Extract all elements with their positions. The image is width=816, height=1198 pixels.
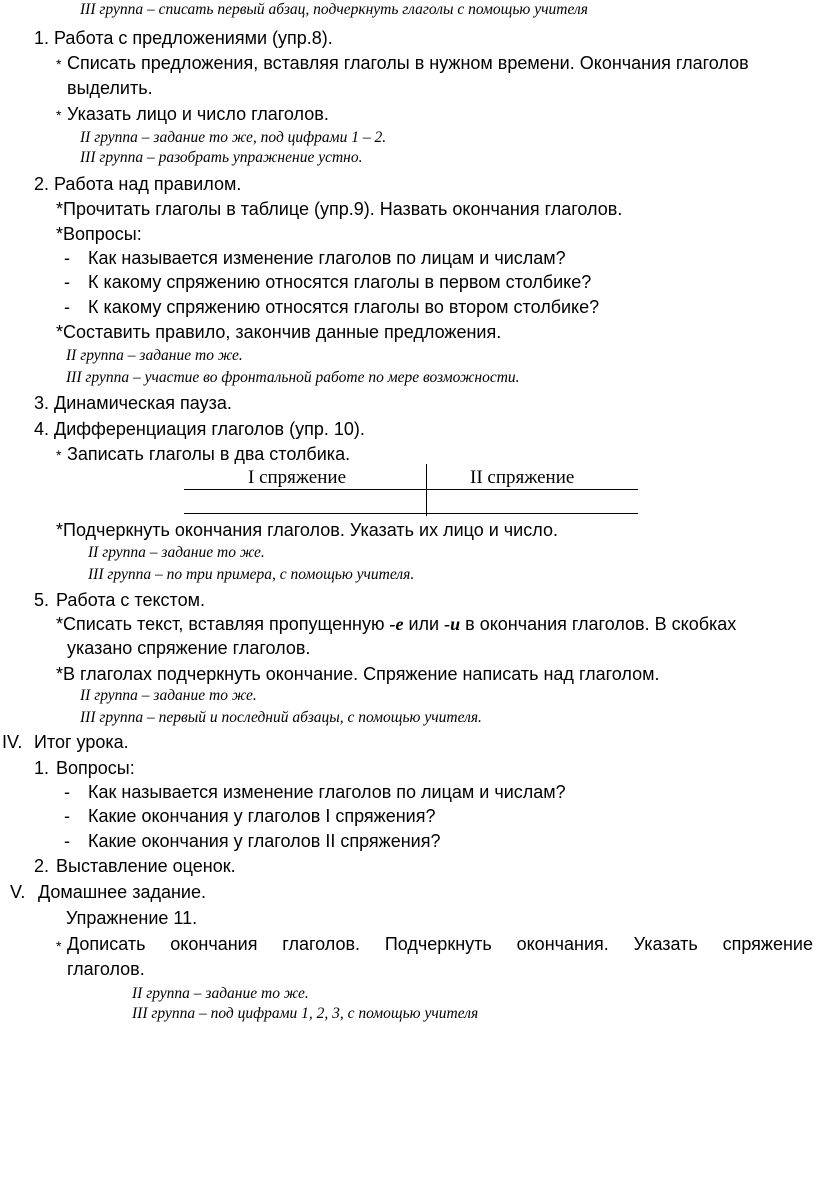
task-text-part: *Списать текст, вставляя пропущенную	[56, 614, 390, 634]
question-text: Какие окончания у глаголов II спряжения?	[88, 831, 441, 851]
table-header-col2: II спряжение	[470, 467, 575, 488]
ending-e: -е	[389, 614, 404, 634]
question-text: Как называется изменение глаголов по лицам и числам?	[88, 248, 566, 268]
dash: -	[64, 806, 70, 826]
group2-note: II группа – задание то же.	[132, 985, 309, 1002]
section-heading: Вопросы:	[56, 758, 135, 778]
item-number: 4.	[34, 419, 50, 439]
task-text: *В глаголах подчеркнуть окончание. Спряжение написать над глаголом.	[56, 664, 660, 684]
table-header-col1: I спряжение	[248, 467, 346, 488]
ending-i: -и	[444, 614, 461, 634]
section-heading: Выставление оценок.	[56, 856, 236, 876]
group2-note: II группа – задание то же, под цифрами 1 – 2.	[80, 129, 387, 146]
section-number: V.	[10, 882, 26, 902]
table-header-rule	[184, 489, 638, 490]
table-row-rule	[184, 513, 638, 514]
task-text-part: или	[403, 614, 445, 634]
task-text: *Подчеркнуть окончания глаголов. Указать их лицо и число.	[56, 520, 558, 540]
section-number: IV.	[2, 732, 23, 752]
group2-note: II группа – задание то же.	[80, 687, 257, 704]
homework-exercise: Упражнение 11.	[66, 908, 198, 928]
homework-task: глаголов.	[67, 959, 145, 979]
homework-task: Дописать окончания глаголов. Подчеркнуть окончания. Указать спряжение	[67, 934, 813, 954]
group3-note-top: III группа – списать первый абзац, подчеркнуть глаголы с помощью учителя	[80, 1, 588, 18]
task-text-part: в окончания глаголов. В скобках	[460, 614, 737, 634]
task-text-with-endings	[56, 612, 736, 636]
bullet: *	[56, 447, 62, 463]
section-heading: Работа над правилом.	[54, 174, 242, 194]
bullet: *	[56, 56, 62, 72]
task-text: *Прочитать глаголы в таблице (упр.9). Назвать окончания глаголов.	[56, 199, 623, 219]
dash: -	[64, 248, 70, 268]
task-text: Списать предложения, вставляя глаголы в нужном времени. Окончания глаголов	[67, 53, 749, 73]
question-text: Какие окончания у глаголов I спряжения?	[88, 806, 436, 826]
group3-note: III группа – участие во фронтальной работе по мере возможности.	[66, 369, 520, 386]
section-title: Итог урока.	[34, 732, 129, 752]
question-text: К какому спряжению относятся глаголы во втором столбике?	[88, 297, 600, 317]
dash: -	[64, 782, 70, 802]
section-title: Домашнее задание.	[38, 882, 206, 902]
item-number: 3.	[34, 393, 50, 413]
section-heading: Работа с предложениями (упр.8).	[54, 28, 333, 48]
item-number: 1.	[34, 28, 50, 48]
table-column-divider	[426, 464, 427, 516]
group3-note: III группа – разобрать упражнение устно.	[80, 149, 363, 166]
task-text: Записать глаголы в два столбика.	[67, 444, 351, 464]
question-text: К какому спряжению относятся глаголы в первом столбике?	[88, 272, 592, 292]
group2-note: II группа – задание то же.	[66, 347, 243, 364]
section-heading: Работа с текстом.	[56, 590, 205, 610]
task-text: указано спряжение глаголов.	[67, 638, 311, 658]
item-number: 2.	[34, 856, 50, 876]
task-text: выделить.	[67, 78, 153, 98]
task-text: *Вопросы:	[56, 224, 142, 244]
section-heading: Динамическая пауза.	[54, 393, 232, 413]
item-number: 5.	[34, 590, 50, 610]
item-number: 2.	[34, 174, 50, 194]
group2-note: II группа – задание то же.	[88, 544, 265, 561]
group3-note: III группа – по три примера, с помощью учителя.	[88, 566, 415, 583]
task-text: *Составить правило, закончив данные предложения.	[56, 322, 502, 342]
dash: -	[64, 297, 70, 317]
item-number: 1.	[34, 758, 50, 778]
task-text: Указать лицо и число глаголов.	[67, 104, 329, 124]
dash: -	[64, 831, 70, 851]
question-text: Как называется изменение глаголов по лицам и числам?	[88, 782, 566, 802]
group3-note: III группа – под цифрами 1, 2, 3, с помощью учителя	[132, 1005, 479, 1022]
bullet: *	[56, 107, 62, 123]
dash: -	[64, 272, 70, 292]
section-heading: Дифференциация глаголов (упр. 10).	[54, 419, 365, 439]
group3-note: III группа – первый и последний абзацы, с помощью учителя.	[80, 709, 482, 726]
bullet: *	[56, 938, 62, 954]
